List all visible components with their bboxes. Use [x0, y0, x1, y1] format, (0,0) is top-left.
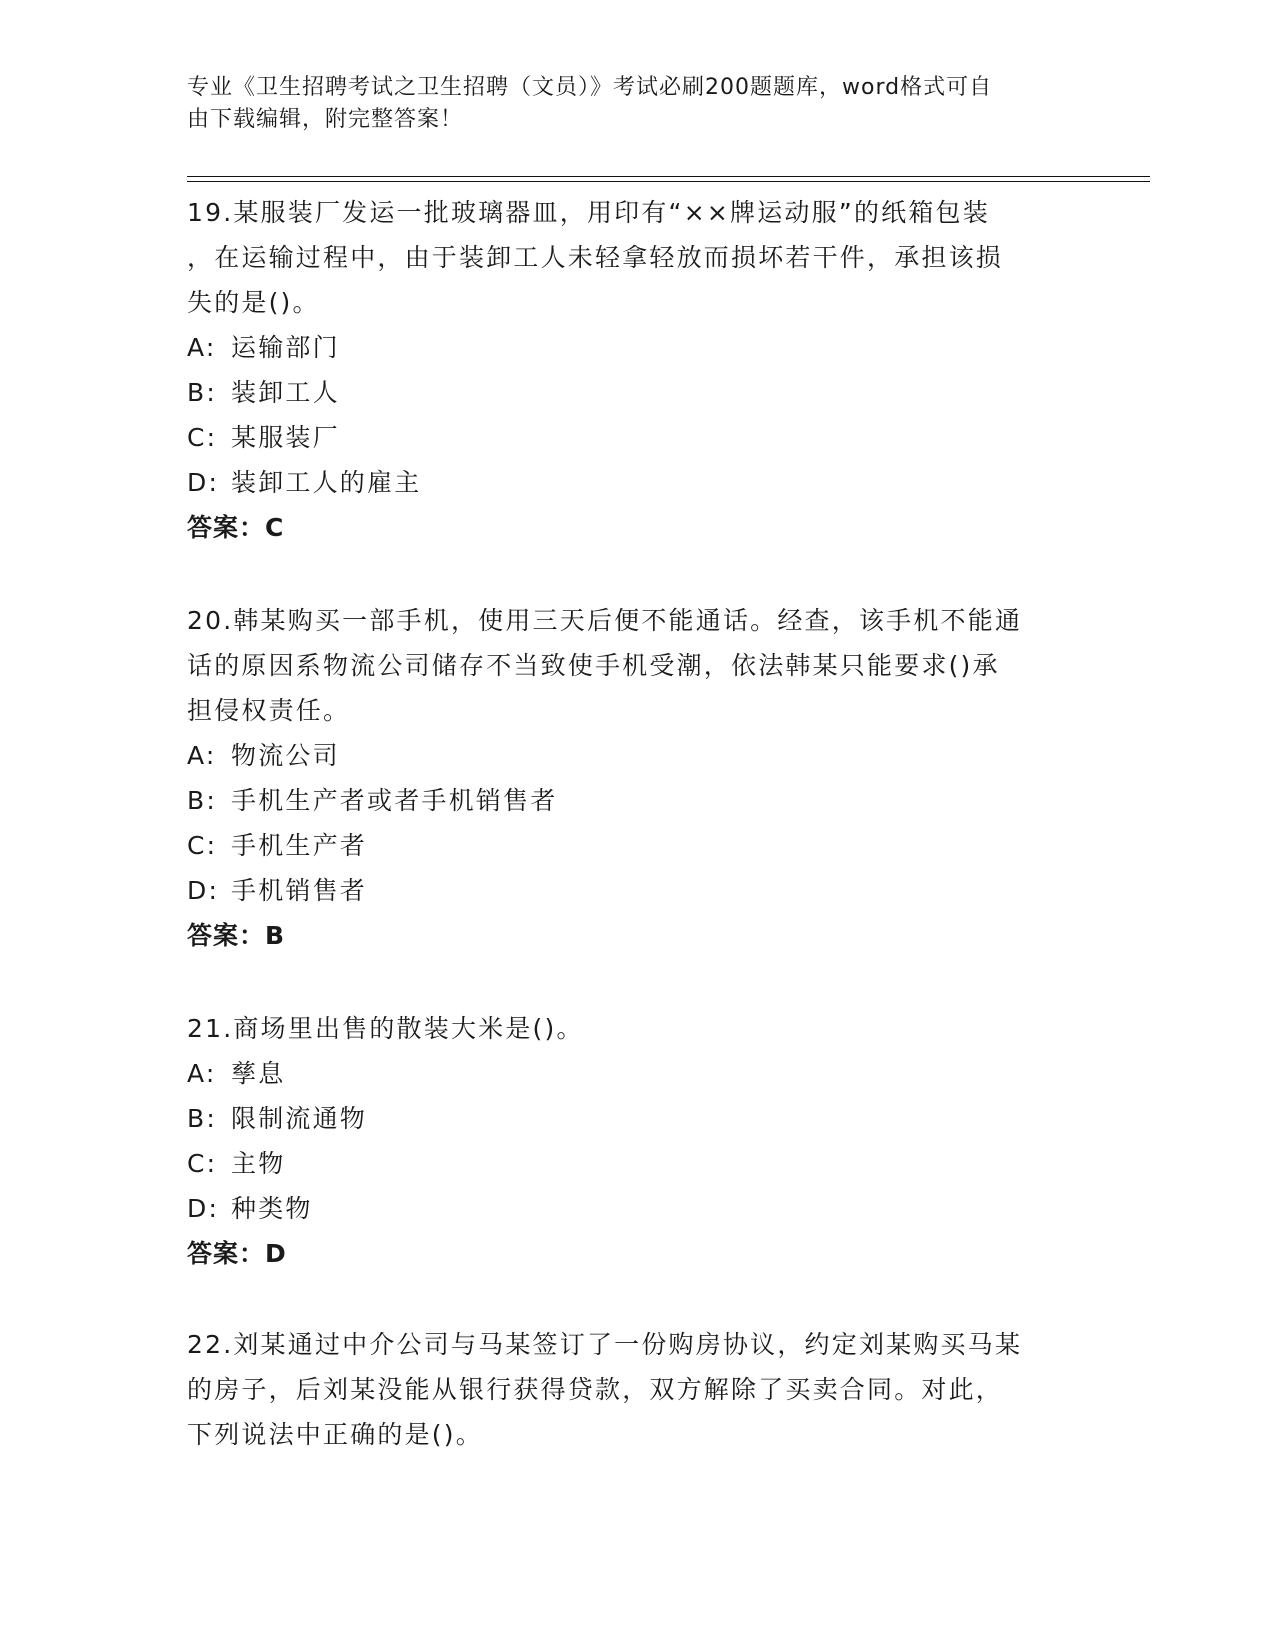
question-stem-line: ，在运输过程中，由于装卸工人未轻拿轻放而损坏若干件，承担该损 [187, 243, 1004, 272]
question-stem-line: 担侵权责任。 [187, 696, 351, 725]
option-d [187, 1186, 1077, 1231]
option-c [187, 1141, 1077, 1186]
option-text: 手机销售者 [231, 876, 368, 905]
option-text: 限制流通物 [231, 1104, 368, 1133]
option-text: 某服装厂 [231, 423, 340, 452]
document-header [187, 72, 1067, 136]
option-letter: C: [187, 423, 218, 452]
question-stem-line: 下列说法中正确的是()。 [187, 1420, 483, 1449]
option-letter: A: [187, 1059, 217, 1088]
question-stem-line: 20.韩某购买一部手机，使用三天后便不能通话。经查，该手机不能通 [187, 606, 1023, 635]
answer-label: 答案：D [187, 1239, 287, 1268]
option-b [187, 778, 1077, 823]
question-21 [187, 1006, 1077, 1276]
question-stem-line: 22.刘某通过中介公司与马某签订了一份购房协议，约定刘某购买马某 [187, 1330, 1023, 1359]
option-a [187, 733, 1077, 778]
question-19 [187, 190, 1077, 550]
question-stem-line: 失的是()。 [187, 288, 320, 317]
option-letter: B: [187, 786, 217, 815]
option-text: 种类物 [231, 1194, 313, 1223]
option-text: 手机生产者 [231, 831, 368, 860]
header-line-2: 由下载编辑，附完整答案！ [187, 107, 464, 132]
option-c [187, 823, 1077, 868]
option-letter: C: [187, 831, 218, 860]
option-b [187, 1096, 1077, 1141]
header-line-1: 专业《卫生招聘考试之卫生招聘（文员）》考试必刷200题题库，word格式可自 [187, 75, 993, 100]
header-divider-top [187, 176, 1150, 177]
option-b [187, 370, 1077, 415]
answer-label: 答案：B [187, 921, 286, 950]
question-stem-line: 的房子，后刘某没能从银行获得贷款，双方解除了买卖合同。对此， [187, 1375, 1004, 1404]
option-letter: B: [187, 1104, 217, 1133]
answer-label: 答案：C [187, 513, 285, 542]
option-text: 孳息 [231, 1059, 286, 1088]
question-stem-line: 话的原因系物流公司储存不当致使手机受潮，依法韩某只能要求()承 [187, 651, 1000, 680]
option-a [187, 325, 1077, 370]
option-text: 物流公司 [231, 741, 340, 770]
option-d [187, 460, 1077, 505]
option-letter: C: [187, 1149, 218, 1178]
option-c [187, 415, 1077, 460]
option-letter: D: [187, 876, 220, 905]
option-text: 装卸工人的雇主 [231, 468, 422, 497]
option-a [187, 1051, 1077, 1096]
option-text: 主物 [231, 1149, 286, 1178]
option-text: 运输部门 [231, 333, 340, 362]
option-text: 手机生产者或者手机销售者 [231, 786, 558, 815]
option-text: 装卸工人 [231, 378, 340, 407]
header-divider-bottom [187, 181, 1150, 182]
option-d [187, 868, 1077, 913]
question-20 [187, 598, 1077, 958]
question-stem-line: 21.商场里出售的散装大米是()。 [187, 1014, 584, 1043]
option-letter: B: [187, 378, 217, 407]
option-letter: D: [187, 468, 220, 497]
question-22 [187, 1322, 1077, 1457]
option-letter: A: [187, 333, 217, 362]
option-letter: A: [187, 741, 217, 770]
option-letter: D: [187, 1194, 220, 1223]
question-stem-line: 19.某服装厂发运一批玻璃器皿，用印有“××牌运动服”的纸箱包装 [187, 198, 990, 227]
